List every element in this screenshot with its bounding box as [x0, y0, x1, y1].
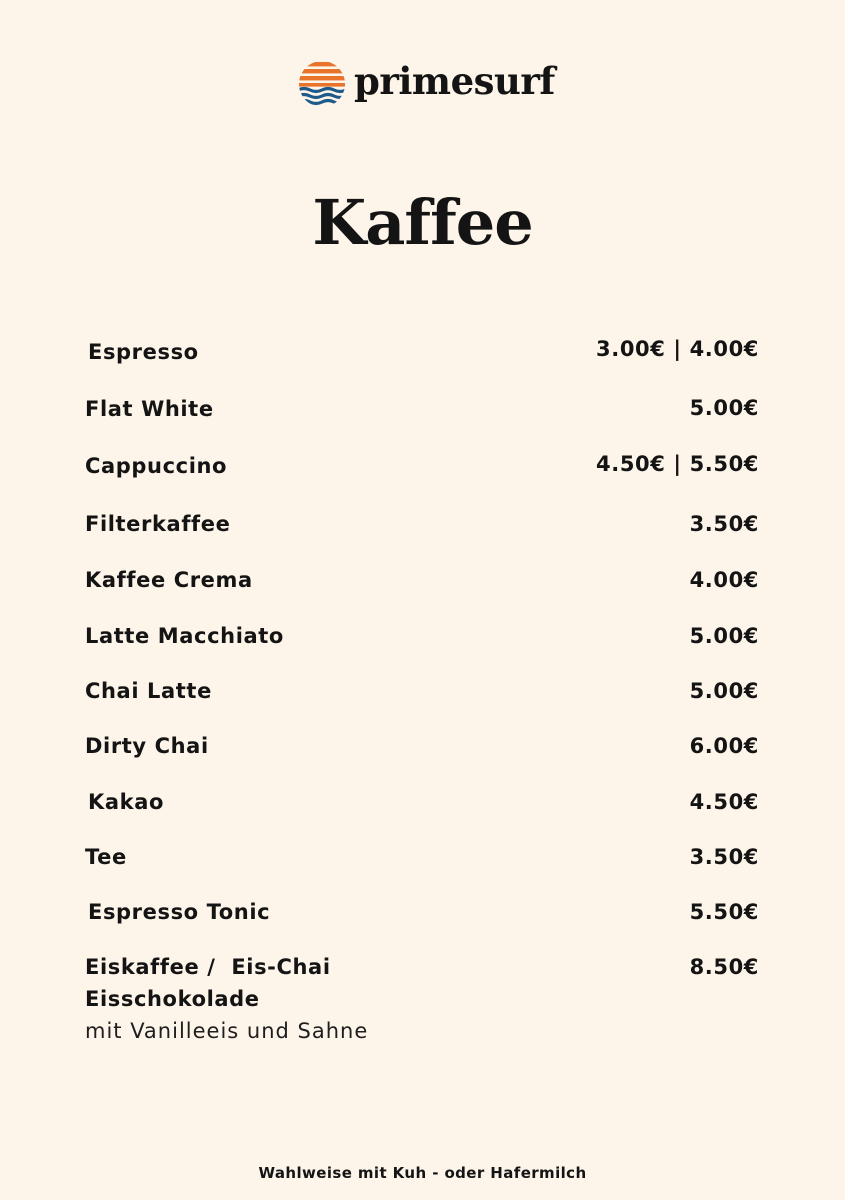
menu-item-price: 5.50€ [689, 900, 759, 924]
menu-item-price: 5.00€ [689, 396, 759, 420]
menu-item-price: 4.50€ [689, 790, 759, 814]
menu-item-price: 3.50€ [689, 845, 759, 869]
menu-item-name: Espresso Tonic [88, 900, 271, 924]
menu-item-price: 5.00€ [689, 679, 759, 703]
menu-item-name: Cappuccino [85, 454, 228, 478]
menu-item-note: mit Vanilleeis und Sahne [85, 1019, 369, 1043]
menu-item-name: Eiskaffee / Eis-Chai [85, 955, 331, 979]
menu-item-name-line2: Eisschokolade [85, 987, 260, 1011]
menu-item-name: Kaffee Crema [85, 568, 253, 592]
sunset-waves-icon [298, 60, 346, 108]
menu-item-name: Dirty Chai [85, 734, 209, 758]
menu-title: Kaffee [312, 186, 533, 259]
menu-item-name: Tee [85, 845, 127, 869]
menu-item-price: 3.00€ | 4.00€ [596, 337, 759, 361]
menu-item-price: 4.50€ | 5.50€ [596, 452, 759, 476]
menu-item-name: Espresso [88, 340, 199, 364]
menu-item-name: Filterkaffee [85, 512, 231, 536]
footer-note: Wahlweise mit Kuh - oder Hafermilch [258, 1164, 587, 1182]
menu-item-price: 6.00€ [689, 734, 759, 758]
menu-item-price: 3.50€ [689, 512, 759, 536]
menu-item-price: 8.50€ [689, 955, 759, 979]
brand-header [298, 58, 555, 110]
menu-item-name: Chai Latte [85, 679, 212, 703]
brand-name: primesurf [354, 58, 555, 103]
menu-item-price: 4.00€ [689, 568, 759, 592]
menu-item-name: Kakao [88, 790, 165, 814]
menu-item-price: 5.00€ [689, 624, 759, 648]
menu-item-name: Flat White [85, 397, 214, 421]
menu-item-name: Latte Macchiato [85, 624, 284, 648]
